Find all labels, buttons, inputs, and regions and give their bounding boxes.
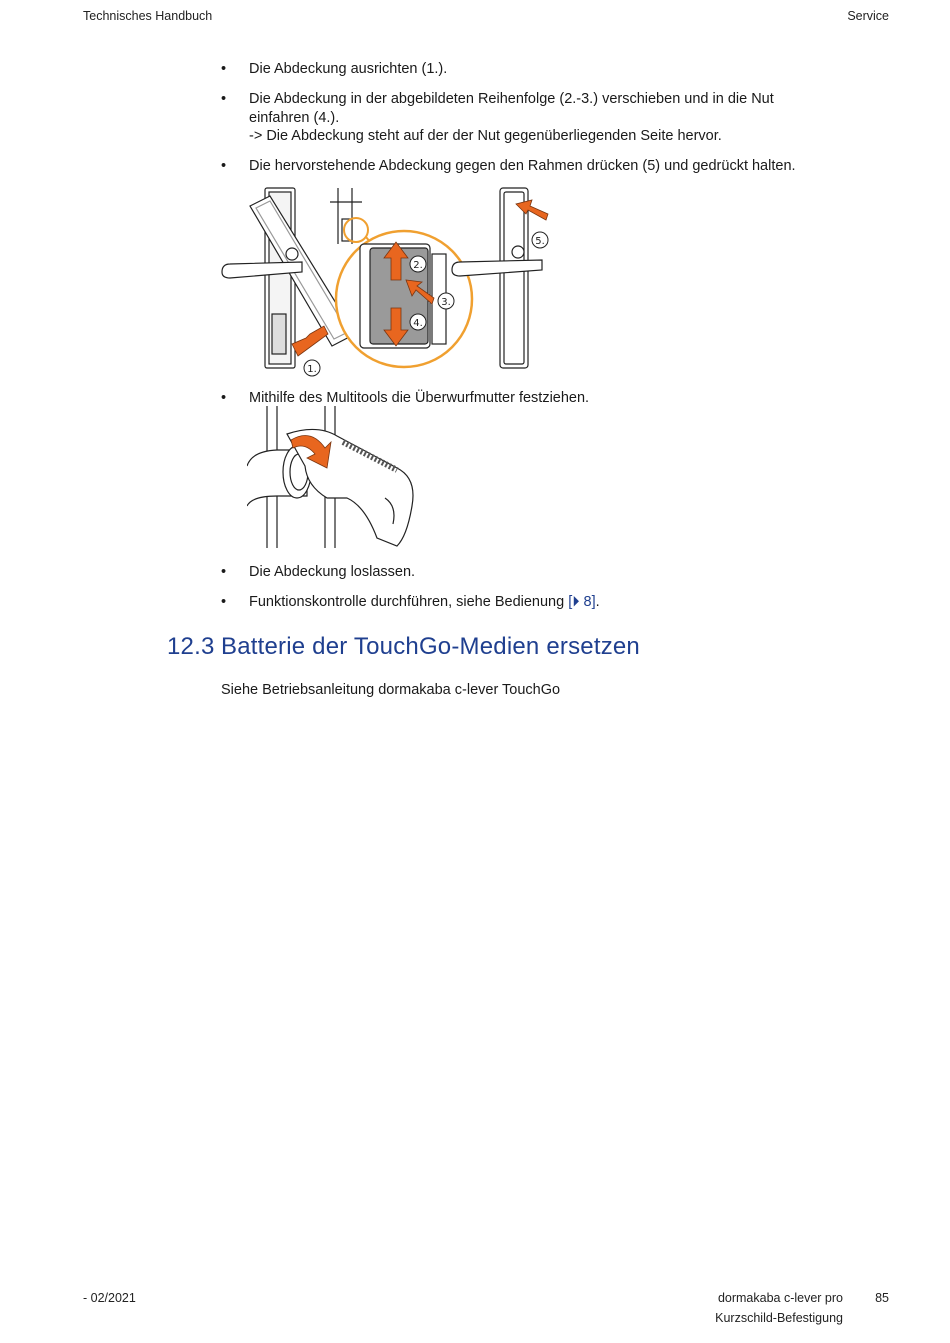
arrow-1 [292, 326, 328, 356]
step-text: Mithilfe des Multitools die Überwurfmutter festziehen. [249, 390, 590, 406]
header-section: Service [847, 9, 889, 23]
bullet: • [221, 158, 227, 174]
bullet: • [221, 91, 227, 107]
page-number: 85 [875, 1291, 889, 1305]
footer-chapter: Kurzschild-Befestigung [715, 1311, 843, 1325]
section-heading [167, 633, 640, 661]
cover-mounting-illustration [220, 184, 560, 380]
step-text: Die Abdeckung in der abgebildeten Reihenfolge (2.-3.) verschieben und in die Nut [249, 91, 774, 107]
callout-3: 3. [441, 297, 451, 308]
step-text: Die hervorstehende Abdeckung gegen den Rahmen drücken (5) und gedrückt halten. [249, 158, 796, 174]
bullet: • [221, 594, 227, 610]
callout-2: 2. [413, 260, 423, 271]
section-body: Siehe Betriebsanleitung dormakaba c-lever TouchGo [221, 682, 561, 698]
callout-5: 5. [535, 236, 545, 247]
step-text: einfahren (4.). [249, 109, 340, 126]
callout-4: 4. [413, 318, 423, 329]
bullet: • [221, 61, 227, 77]
step-text: Die Abdeckung loslassen. [249, 564, 416, 580]
bullet: • [221, 390, 227, 406]
callout-1: 1. [307, 364, 317, 375]
step-text: Funktionskontrolle durchführen, siehe Bedienung [249, 594, 569, 610]
multitool-illustration [247, 406, 422, 548]
step-text-end: . [595, 594, 600, 610]
footer-product: dormakaba c-lever pro [717, 1291, 843, 1305]
page-reference-link[interactable]: [⏵ 8] [568, 594, 596, 610]
step-result-text: -> Die Abdeckung steht auf der der Nut gegenüberliegenden Seite hervor. [249, 128, 722, 144]
section-title: Batterie der TouchGo-Medien ersetzen [221, 633, 640, 660]
header-title: Technisches Handbuch [83, 9, 213, 23]
section-number: 12.3 [167, 633, 215, 660]
bullet: • [221, 564, 227, 580]
step-text: Die Abdeckung ausrichten (1.). [249, 61, 448, 77]
footer-date: - 02/2021 [83, 1291, 136, 1305]
